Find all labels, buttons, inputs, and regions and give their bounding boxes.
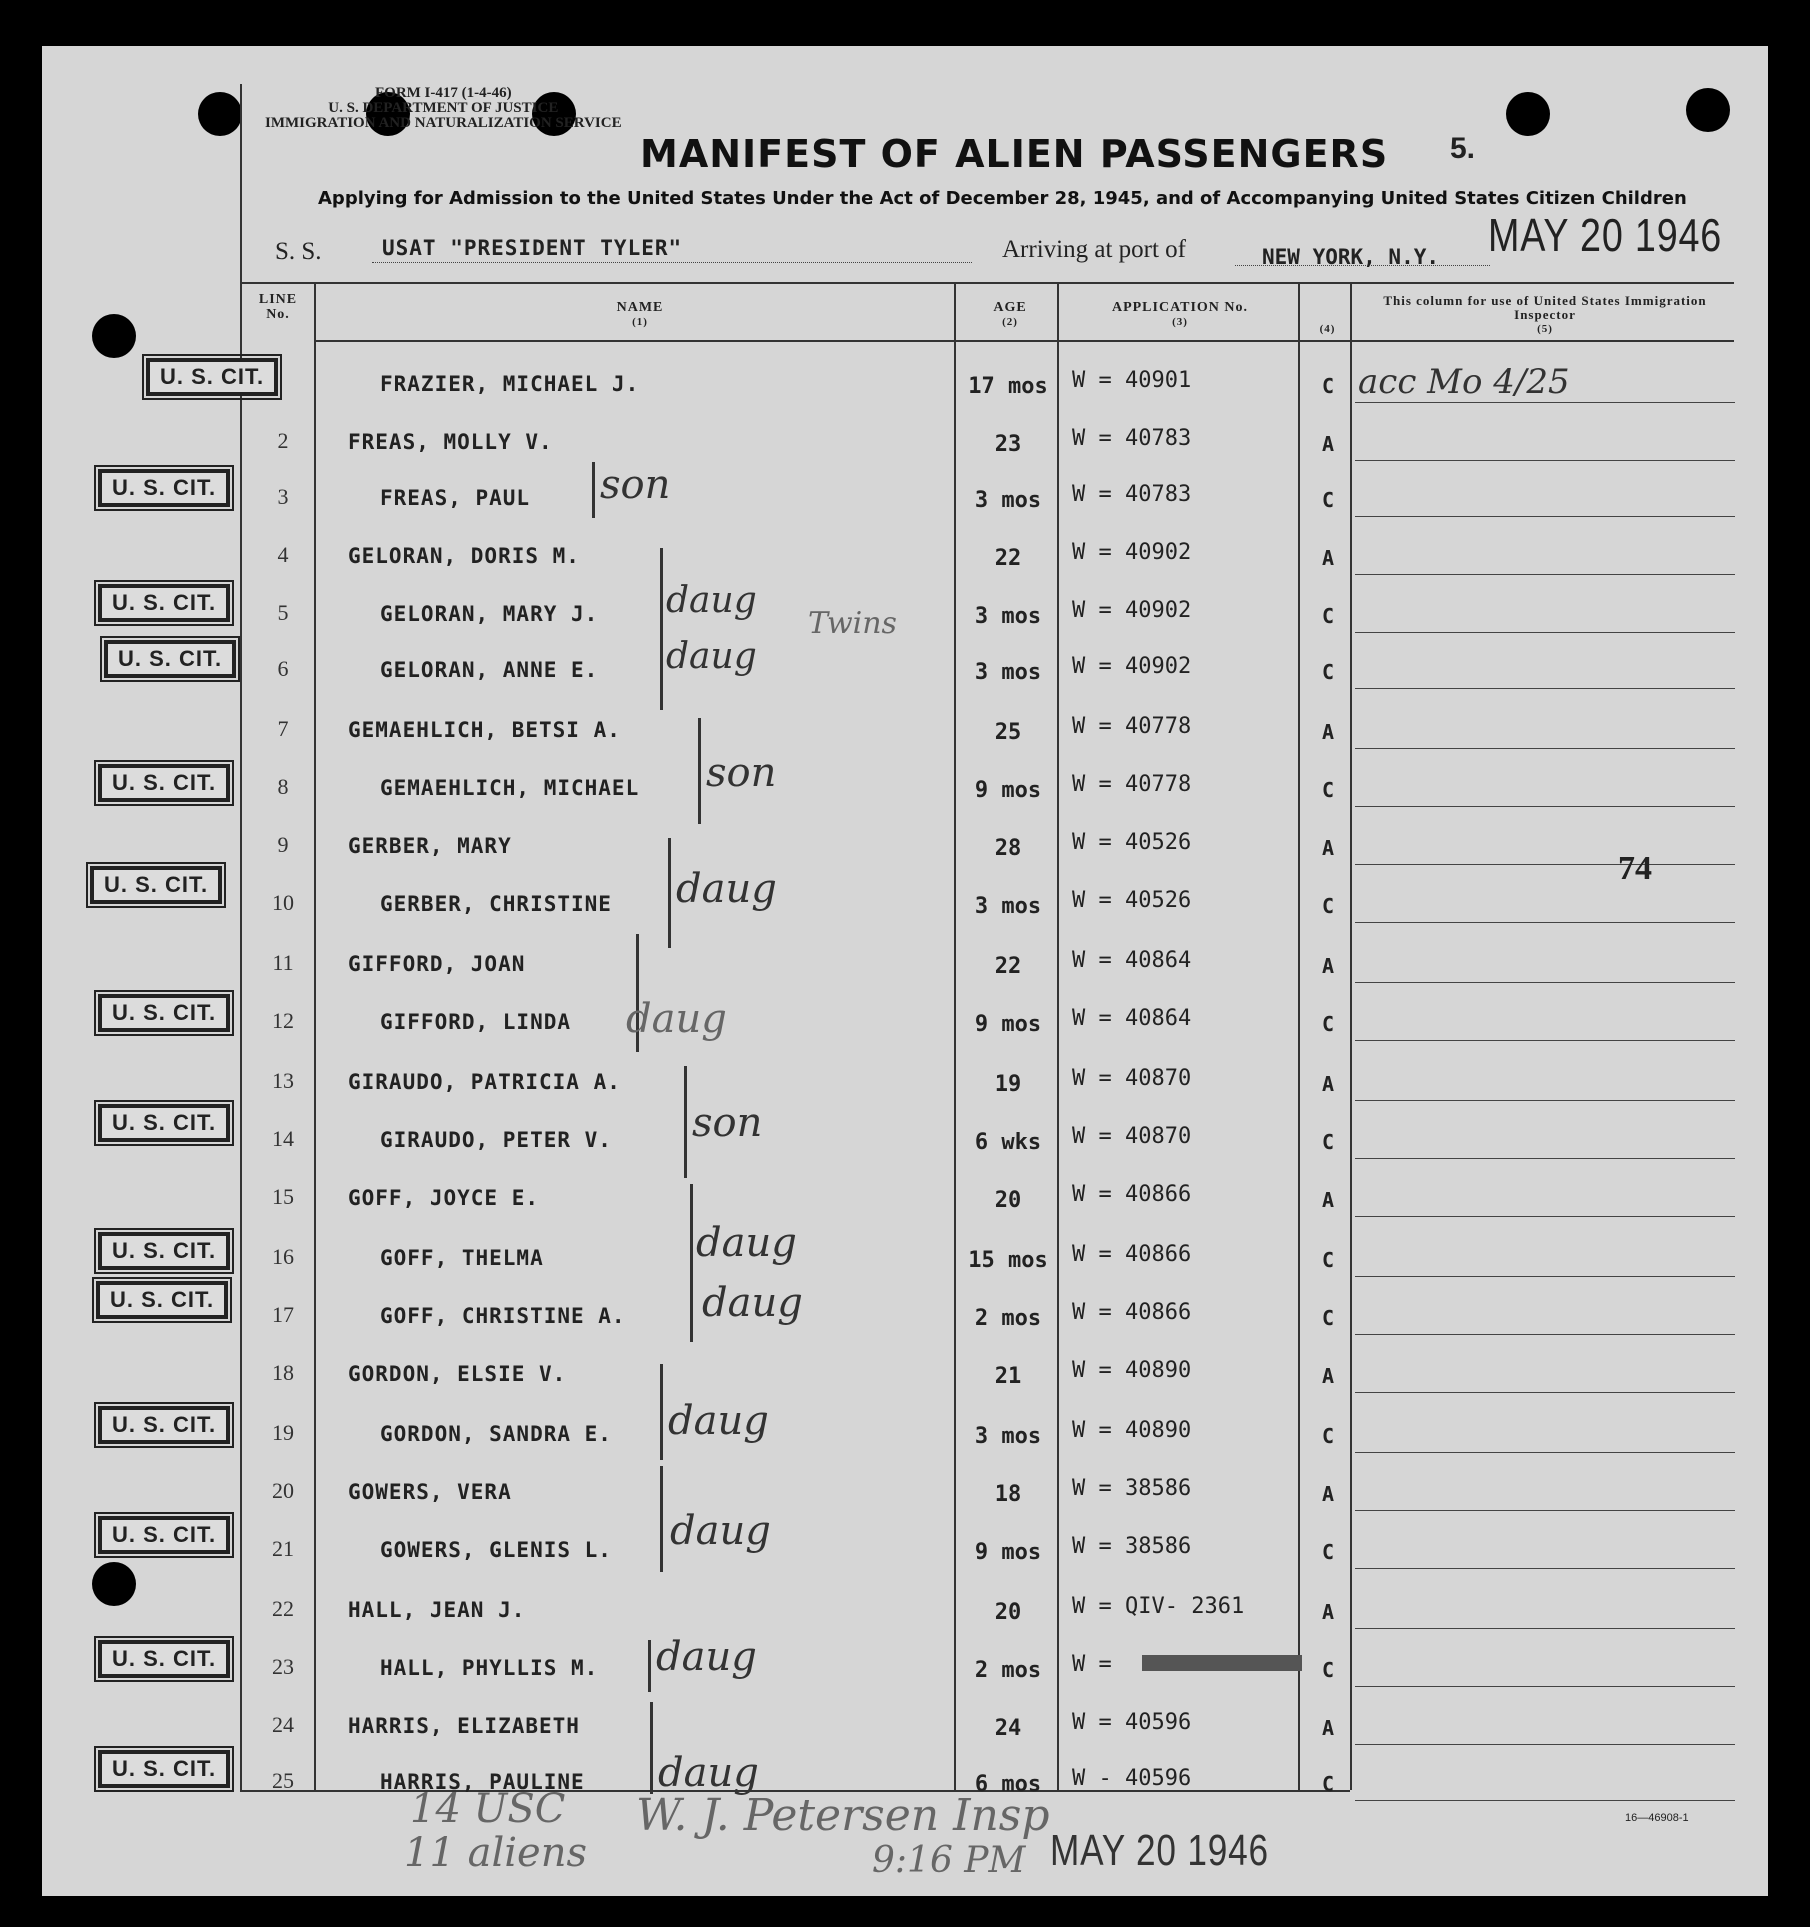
passenger-name: GOWERS, GLENIS L. — [380, 1538, 612, 1562]
inspection-date-stamp: MAY 20 1946 — [1050, 1826, 1269, 1875]
passenger-name: GOWERS, VERA — [348, 1480, 512, 1504]
application-number: W = 40596 — [1072, 1710, 1192, 1735]
passenger-count: 74 — [1618, 850, 1652, 887]
line-number: 24 — [272, 1712, 294, 1737]
inspector-rule-line — [1355, 1628, 1735, 1629]
us-cit-stamp: U. S. CIT. — [98, 1406, 230, 1444]
application-number: W = 40526 — [1072, 830, 1192, 855]
col-header-age-sub: (2) — [1002, 316, 1018, 328]
application-number: W = 40890 — [1072, 1418, 1192, 1443]
passenger-name: GEMAEHLICH, BETSI A. — [348, 718, 621, 742]
passenger-name: GERBER, CHRISTINE — [380, 892, 612, 916]
application-number: W = 40864 — [1072, 948, 1192, 973]
form-header — [265, 86, 622, 131]
application-number: W = 40866 — [1072, 1242, 1192, 1267]
inspector-rule-line — [1355, 1686, 1735, 1687]
class-code: A — [1321, 720, 1335, 744]
passenger-age: 28 — [994, 836, 1022, 861]
class-code: C — [1321, 1012, 1335, 1036]
line-number: 16 — [272, 1244, 294, 1269]
line-number: 21 — [272, 1536, 294, 1561]
class-code: A — [1321, 1716, 1335, 1740]
application-number: W = 40870 — [1072, 1124, 1192, 1149]
us-cit-stamp: U. S. CIT. — [96, 1281, 228, 1319]
passenger-name: GEMAEHLICH, MICHAEL — [380, 776, 640, 800]
bracket — [648, 1640, 651, 1692]
inspector-rule-line — [1355, 1568, 1735, 1569]
class-code: C — [1321, 660, 1335, 684]
us-cit-stamp: U. S. CIT. — [98, 994, 230, 1032]
line-number: 15 — [272, 1184, 294, 1209]
punch-hole-4 — [1506, 92, 1550, 136]
line-number: 9 — [277, 832, 289, 857]
passenger-name: GELORAN, MARY J. — [380, 602, 599, 626]
inspector-note: acc Mo 4/25 — [1358, 362, 1570, 402]
line-number: 5 — [277, 600, 289, 625]
application-number: W - 40596 — [1072, 1766, 1192, 1791]
application-number: W = 40783 — [1072, 482, 1192, 507]
inspector-rule-line — [1355, 402, 1735, 403]
class-code: A — [1321, 836, 1335, 860]
passenger-age: 2 mos — [974, 1306, 1042, 1331]
application-number: W = 40902 — [1072, 654, 1192, 679]
relation-note: son — [706, 750, 777, 796]
punch-hole-6 — [92, 314, 136, 358]
port-label: Arriving at port of — [1002, 236, 1186, 263]
relation-note: daug — [656, 1634, 757, 1680]
class-code: C — [1321, 1130, 1335, 1154]
inspector-rule-line — [1355, 632, 1735, 633]
ship-underline — [372, 262, 972, 263]
passenger-age: 18 — [994, 1482, 1022, 1507]
relation-note: daug — [666, 636, 757, 677]
class-code: A — [1321, 954, 1335, 978]
app-col-divider — [1298, 282, 1300, 1790]
line-number: 19 — [272, 1420, 294, 1445]
line-number: 3 — [277, 484, 289, 509]
class-code: C — [1321, 488, 1335, 512]
passenger-age: 6 mos — [974, 1772, 1042, 1797]
application-number: W = 40783 — [1072, 426, 1192, 451]
col-header-inspector — [1370, 294, 1720, 336]
class-code: A — [1321, 1364, 1335, 1388]
class-col-divider — [1350, 282, 1352, 1790]
inspector-rule-line — [1355, 1744, 1735, 1745]
application-number: W = — [1072, 1652, 1112, 1677]
passenger-age: 19 — [994, 1072, 1022, 1097]
passenger-name: GIFFORD, JOAN — [348, 952, 526, 976]
passenger-name: FRAZIER, MICHAEL J. — [380, 372, 640, 396]
line-number: 14 — [272, 1126, 294, 1151]
passenger-age: 3 mos — [974, 894, 1042, 919]
passenger-name: FREAS, MOLLY V. — [348, 430, 553, 454]
passenger-age: 23 — [994, 432, 1022, 457]
inspector-rule-line — [1355, 460, 1735, 461]
col-header-name — [540, 300, 740, 330]
ship-label: S. S. — [275, 238, 322, 265]
inspector-rule-line — [1355, 1800, 1735, 1801]
bracket — [698, 718, 701, 824]
page-title: MANIFEST OF ALIEN PASSENGERS — [640, 132, 1389, 176]
inspector-rule-line — [1355, 1276, 1735, 1277]
passenger-name: GIRAUDO, PATRICIA A. — [348, 1070, 621, 1094]
passenger-name: GERBER, MARY — [348, 834, 512, 858]
inspector-signature: W. J. Petersen Insp — [636, 1790, 1050, 1841]
passenger-age: 20 — [994, 1600, 1022, 1625]
inspection-time: 9:16 PM — [872, 1840, 1026, 1881]
line-number: 22 — [272, 1596, 294, 1621]
col-header-name-label: NAME — [616, 300, 664, 315]
header-top-line — [240, 282, 1734, 284]
service: IMMIGRATION AND NATURALIZATION SERVICE — [265, 115, 622, 131]
line-number: 23 — [272, 1654, 294, 1679]
passenger-age: 24 — [994, 1716, 1022, 1741]
us-cit-stamp: U. S. CIT. — [98, 584, 230, 622]
passenger-age: 9 mos — [974, 1540, 1042, 1565]
line-number: 17 — [272, 1302, 294, 1327]
class-code: A — [1321, 546, 1335, 570]
application-number: W = 40864 — [1072, 1006, 1192, 1031]
punch-hole-1 — [198, 92, 242, 136]
bracket — [660, 1364, 663, 1460]
application-number: W = 40890 — [1072, 1358, 1192, 1383]
passenger-age: 25 — [994, 720, 1022, 745]
col-header-age — [965, 300, 1055, 330]
class-code: C — [1321, 604, 1335, 628]
passenger-name: GOFF, JOYCE E. — [348, 1186, 540, 1210]
relation-note: daug — [670, 1508, 771, 1554]
line-number: 4 — [277, 542, 289, 567]
application-number: W = 40778 — [1072, 714, 1192, 739]
col-header-age-label: AGE — [993, 300, 1027, 315]
line-number: 8 — [277, 774, 289, 799]
bracket — [684, 1066, 687, 1178]
passenger-age: 22 — [994, 546, 1022, 571]
header-bottom-line — [314, 340, 1734, 342]
application-number: W = 40866 — [1072, 1300, 1192, 1325]
line-number: 11 — [272, 950, 294, 975]
struck-out-application — [1142, 1655, 1302, 1671]
subtitle: Applying for Admission to the United States Under the Act of December 28, 1945, and of Accompanying United States Citizen Children — [318, 188, 1687, 209]
bracket — [668, 838, 671, 948]
relation-note: daug — [696, 1220, 797, 1266]
summary-aliens: 11 aliens — [404, 1830, 588, 1876]
arrival-date-stamp: MAY 20 1946 — [1488, 209, 1723, 261]
class-code: C — [1321, 1772, 1335, 1796]
punch-hole-7 — [92, 1562, 136, 1606]
relation-note: daug — [658, 1750, 759, 1796]
class-code: C — [1321, 1658, 1335, 1682]
inspector-rule-line — [1355, 688, 1735, 689]
department: U. S. DEPARTMENT OF JUSTICE — [328, 100, 559, 116]
passenger-name: HARRIS, PAULINE — [380, 1770, 585, 1794]
us-cit-stamp: U. S. CIT. — [98, 1232, 230, 1270]
col-header-application — [1070, 300, 1290, 330]
passenger-name: HALL, PHYLLIS M. — [380, 1656, 599, 1680]
class-code: C — [1321, 374, 1335, 398]
passenger-age: 3 mos — [974, 660, 1042, 685]
twins-note: Twins — [808, 606, 897, 641]
application-number: W = 38586 — [1072, 1534, 1192, 1559]
col-header-application-label: APPLICATION No. — [1111, 300, 1249, 315]
us-cit-stamp: U. S. CIT. — [104, 640, 236, 678]
passenger-age: 3 mos — [974, 488, 1042, 513]
application-number: W = 38586 — [1072, 1476, 1192, 1501]
relation-note: daug — [676, 866, 777, 912]
name-col-divider — [954, 282, 956, 1790]
inspector-rule-line — [1355, 1510, 1735, 1511]
line-col-divider — [314, 282, 316, 1790]
line-number: 12 — [272, 1008, 294, 1033]
inspector-rule-line — [1355, 1216, 1735, 1217]
left-margin-line — [240, 84, 242, 1790]
line-number: 7 — [277, 716, 289, 741]
us-cit-stamp: U. S. CIT. — [98, 1104, 230, 1142]
passenger-name: GELORAN, DORIS M. — [348, 544, 580, 568]
col-header-line-no: LINE No. — [258, 292, 298, 322]
application-number: W = 40870 — [1072, 1066, 1192, 1091]
passenger-age: 22 — [994, 954, 1022, 979]
relation-note: son — [692, 1100, 763, 1146]
application-number: W = 40778 — [1072, 772, 1192, 797]
us-cit-stamp: U. S. CIT. — [98, 764, 230, 802]
col-header-4 — [1305, 322, 1350, 337]
summary-usc: 14 USC — [410, 1786, 566, 1832]
passenger-age: 9 mos — [974, 1012, 1042, 1037]
us-cit-stamp: U. S. CIT. — [98, 469, 230, 507]
relation-note: daug — [666, 580, 757, 621]
class-code: C — [1321, 1248, 1335, 1272]
passenger-name: GOFF, THELMA — [380, 1246, 544, 1270]
inspector-rule-line — [1355, 1452, 1735, 1453]
bracket — [592, 462, 595, 518]
line-number: 20 — [272, 1478, 294, 1503]
application-number: W = 40902 — [1072, 540, 1192, 565]
passenger-age: 2 mos — [974, 1658, 1042, 1683]
inspector-rule-line — [1355, 1334, 1735, 1335]
col-header-inspector-label: This column for use of United States Immigration Inspector — [1383, 293, 1707, 322]
passenger-name: GELORAN, ANNE E. — [380, 658, 599, 682]
form-id: FORM I-417 (1-4-46) — [374, 85, 512, 101]
class-code: A — [1321, 1072, 1335, 1096]
line-number: 13 — [272, 1068, 294, 1093]
passenger-age: 6 wks — [974, 1130, 1042, 1155]
line-number: 25 — [272, 1768, 294, 1793]
line-number: 10 — [272, 890, 294, 915]
us-cit-stamp: U. S. CIT. — [90, 866, 222, 904]
inspector-rule-line — [1355, 922, 1735, 923]
inspector-rule-line — [1355, 982, 1735, 983]
passenger-age: 3 mos — [974, 604, 1042, 629]
relation-note: daug — [668, 1398, 769, 1444]
passenger-name: GIFFORD, LINDA — [380, 1010, 572, 1034]
inspector-rule-line — [1355, 516, 1735, 517]
relation-note: daug — [702, 1280, 803, 1326]
inspector-rule-line — [1355, 864, 1735, 865]
form-number: 16—46908-1 — [1625, 1812, 1689, 1824]
col-header-inspector-sub: (5) — [1537, 323, 1553, 335]
sheet-number: 5. — [1450, 132, 1476, 165]
ship-name: USAT "PRESIDENT TYLER" — [382, 236, 683, 260]
passenger-age: 9 mos — [974, 778, 1042, 803]
inspector-rule-line — [1355, 1158, 1735, 1159]
bracket — [660, 548, 663, 710]
passenger-age: 3 mos — [974, 1424, 1042, 1449]
us-cit-stamp: U. S. CIT. — [146, 358, 278, 396]
class-code: C — [1321, 894, 1335, 918]
bracket — [690, 1184, 693, 1342]
inspector-rule-line — [1355, 806, 1735, 807]
inspector-rule-line — [1355, 574, 1735, 575]
us-cit-stamp: U. S. CIT. — [98, 1516, 230, 1554]
passenger-age: 15 mos — [968, 1248, 1048, 1273]
class-code: A — [1321, 1482, 1335, 1506]
col-header-name-sub: (1) — [632, 316, 648, 328]
class-code: C — [1321, 778, 1335, 802]
passenger-name: HARRIS, ELIZABETH — [348, 1714, 580, 1738]
application-number: W = QIV- 2361 — [1072, 1594, 1245, 1619]
passenger-age: 20 — [994, 1188, 1022, 1213]
line-number: 2 — [277, 428, 289, 453]
application-number: W = 40902 — [1072, 598, 1192, 623]
class-code: C — [1321, 1540, 1335, 1564]
inspector-rule-line — [1355, 1040, 1735, 1041]
line-number: 18 — [272, 1360, 294, 1385]
passenger-age: 21 — [994, 1364, 1022, 1389]
punch-hole-5 — [1686, 88, 1730, 132]
bracket — [660, 1466, 663, 1572]
application-number: W = 40866 — [1072, 1182, 1192, 1207]
relation-note: daug — [626, 996, 727, 1042]
col-header-application-sub: (3) — [1172, 316, 1188, 328]
class-code: A — [1321, 432, 1335, 456]
application-number: W = 40526 — [1072, 888, 1192, 913]
class-code: A — [1321, 1600, 1335, 1624]
inspector-rule-line — [1355, 748, 1735, 749]
us-cit-stamp: U. S. CIT. — [98, 1750, 230, 1788]
passenger-age: 17 mos — [968, 374, 1048, 399]
col-header-4-sub: (4) — [1319, 323, 1336, 335]
passenger-name: FREAS, PAUL — [380, 486, 531, 510]
class-code: A — [1321, 1188, 1335, 1212]
application-number: W = 40901 — [1072, 368, 1192, 393]
bracket — [650, 1702, 653, 1794]
port-value: NEW YORK, N.Y. — [1262, 245, 1440, 269]
passenger-name: GIRAUDO, PETER V. — [380, 1128, 612, 1152]
line-number: 6 — [277, 656, 289, 681]
passenger-name: GOFF, CHRISTINE A. — [380, 1304, 626, 1328]
passenger-name: HALL, JEAN J. — [348, 1598, 526, 1622]
passenger-name: GORDON, ELSIE V. — [348, 1362, 567, 1386]
passenger-name: GORDON, SANDRA E. — [380, 1422, 612, 1446]
class-code: C — [1321, 1424, 1335, 1448]
relation-note: son — [600, 462, 671, 508]
inspector-rule-line — [1355, 1100, 1735, 1101]
class-code: C — [1321, 1306, 1335, 1330]
port-underline — [1235, 265, 1490, 266]
inspector-rule-line — [1355, 1392, 1735, 1393]
us-cit-stamp: U. S. CIT. — [98, 1640, 230, 1678]
